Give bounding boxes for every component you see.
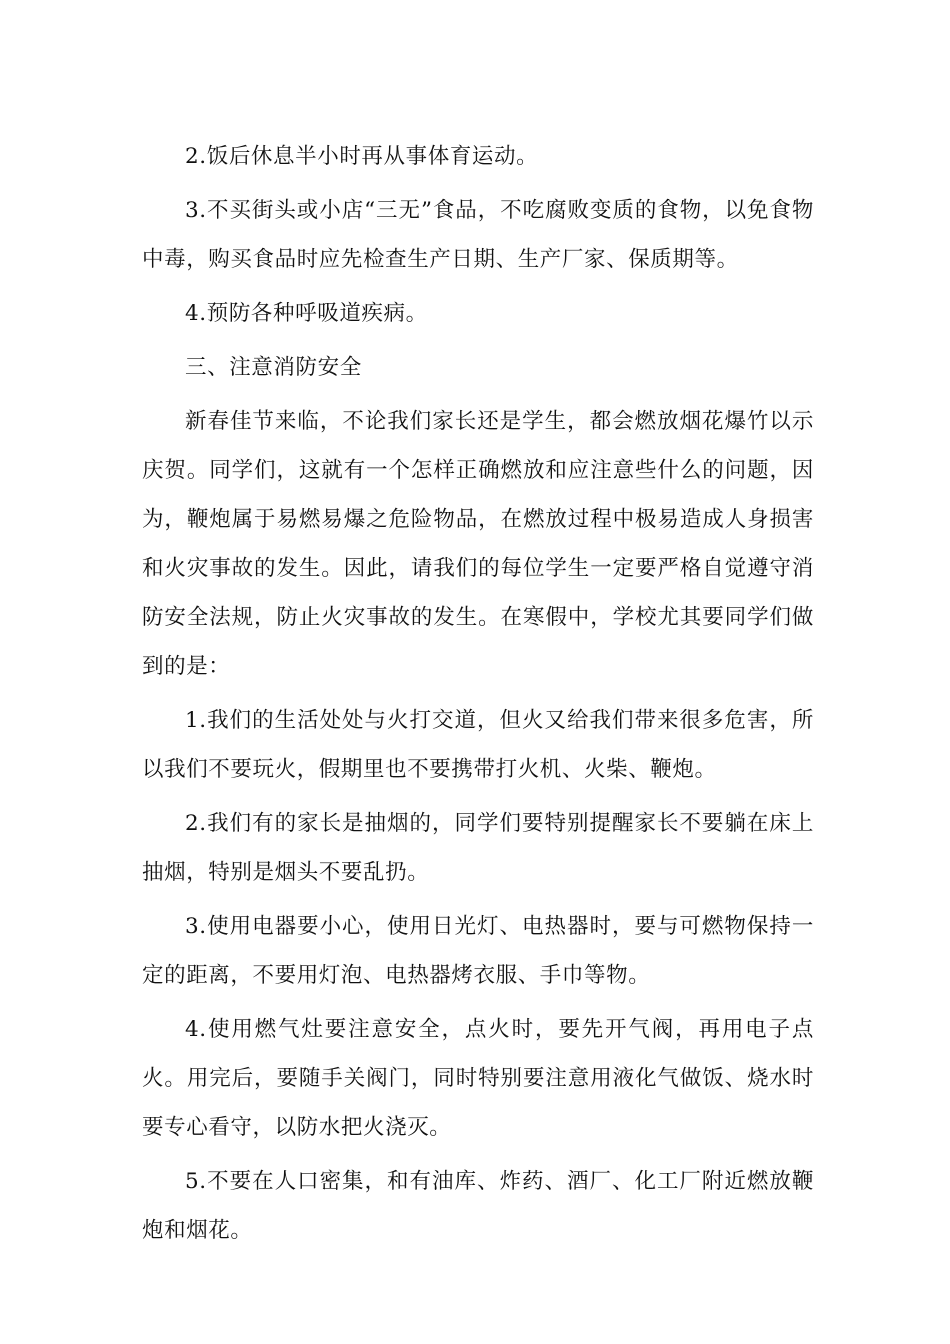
- paragraph-food-safety: 3.不买街头或小店“三无”食品，不吃腐败变质的食物，以免食物中毒，购买食品时应先检查生产日期、生产厂家、保质期等。: [142, 198, 814, 272]
- paragraph-fireworks-intro: 新春佳节来临，不论我们家长还是学生，都会燃放烟花爆竹以示庆贺。同学们，这就有一个怎样正确燃放和应注意些什么的问题，因为，鞭炮属于易燃易爆之危险物品，在燃放过程中极易造成人身损害和火灾事故的发生。因此，请我们的每位学生一定要严格自觉遵守消防安全法规，防止火灾事故的发生。在寒假中，学校尤其要同学们做到的是：: [142, 409, 814, 679]
- section-heading-fire-safety: 三、注意消防安全: [185, 355, 362, 380]
- paragraph-fireworks-location: 5.不要在人口密集，和有油库、炸药、酒厂、化工厂附近燃放鞭炮和烟花。: [142, 1169, 814, 1243]
- paragraph-respiratory-disease: 4.预防各种呼吸道疾病。: [185, 301, 428, 326]
- paragraph-no-smoking-in-bed: 2.我们有的家长是抽烟的，同学们要特别提醒家长不要躺在床上抽烟，特别是烟头不要乱扔。: [142, 811, 814, 885]
- document-body: [142, 132, 814, 1260]
- paragraph-no-playing-with-fire: 1.我们的生活处处与火打交道，但火又给我们带来很多危害，所以我们不要玩火，假期里也不要携带打火机、火柴、鞭炮。: [142, 708, 814, 782]
- paragraph-electrical-safety: 3.使用电器要小心，使用日光灯、电热器时，要与可燃物保持一定的距离，不要用灯泡、电热器烤衣服、手巾等物。: [142, 914, 814, 988]
- paragraph-gas-stove-safety: 4.使用燃气灶要注意安全，点火时，要先开气阀，再用电子点火。用完后，要随手关阀门，同时特别要注意用液化气做饭、烧水时要专心看守，以防水把火浇灭。: [142, 1017, 814, 1140]
- paragraph-after-meal-rest: 2.饭后休息半小时再从事体育运动。: [185, 144, 539, 169]
